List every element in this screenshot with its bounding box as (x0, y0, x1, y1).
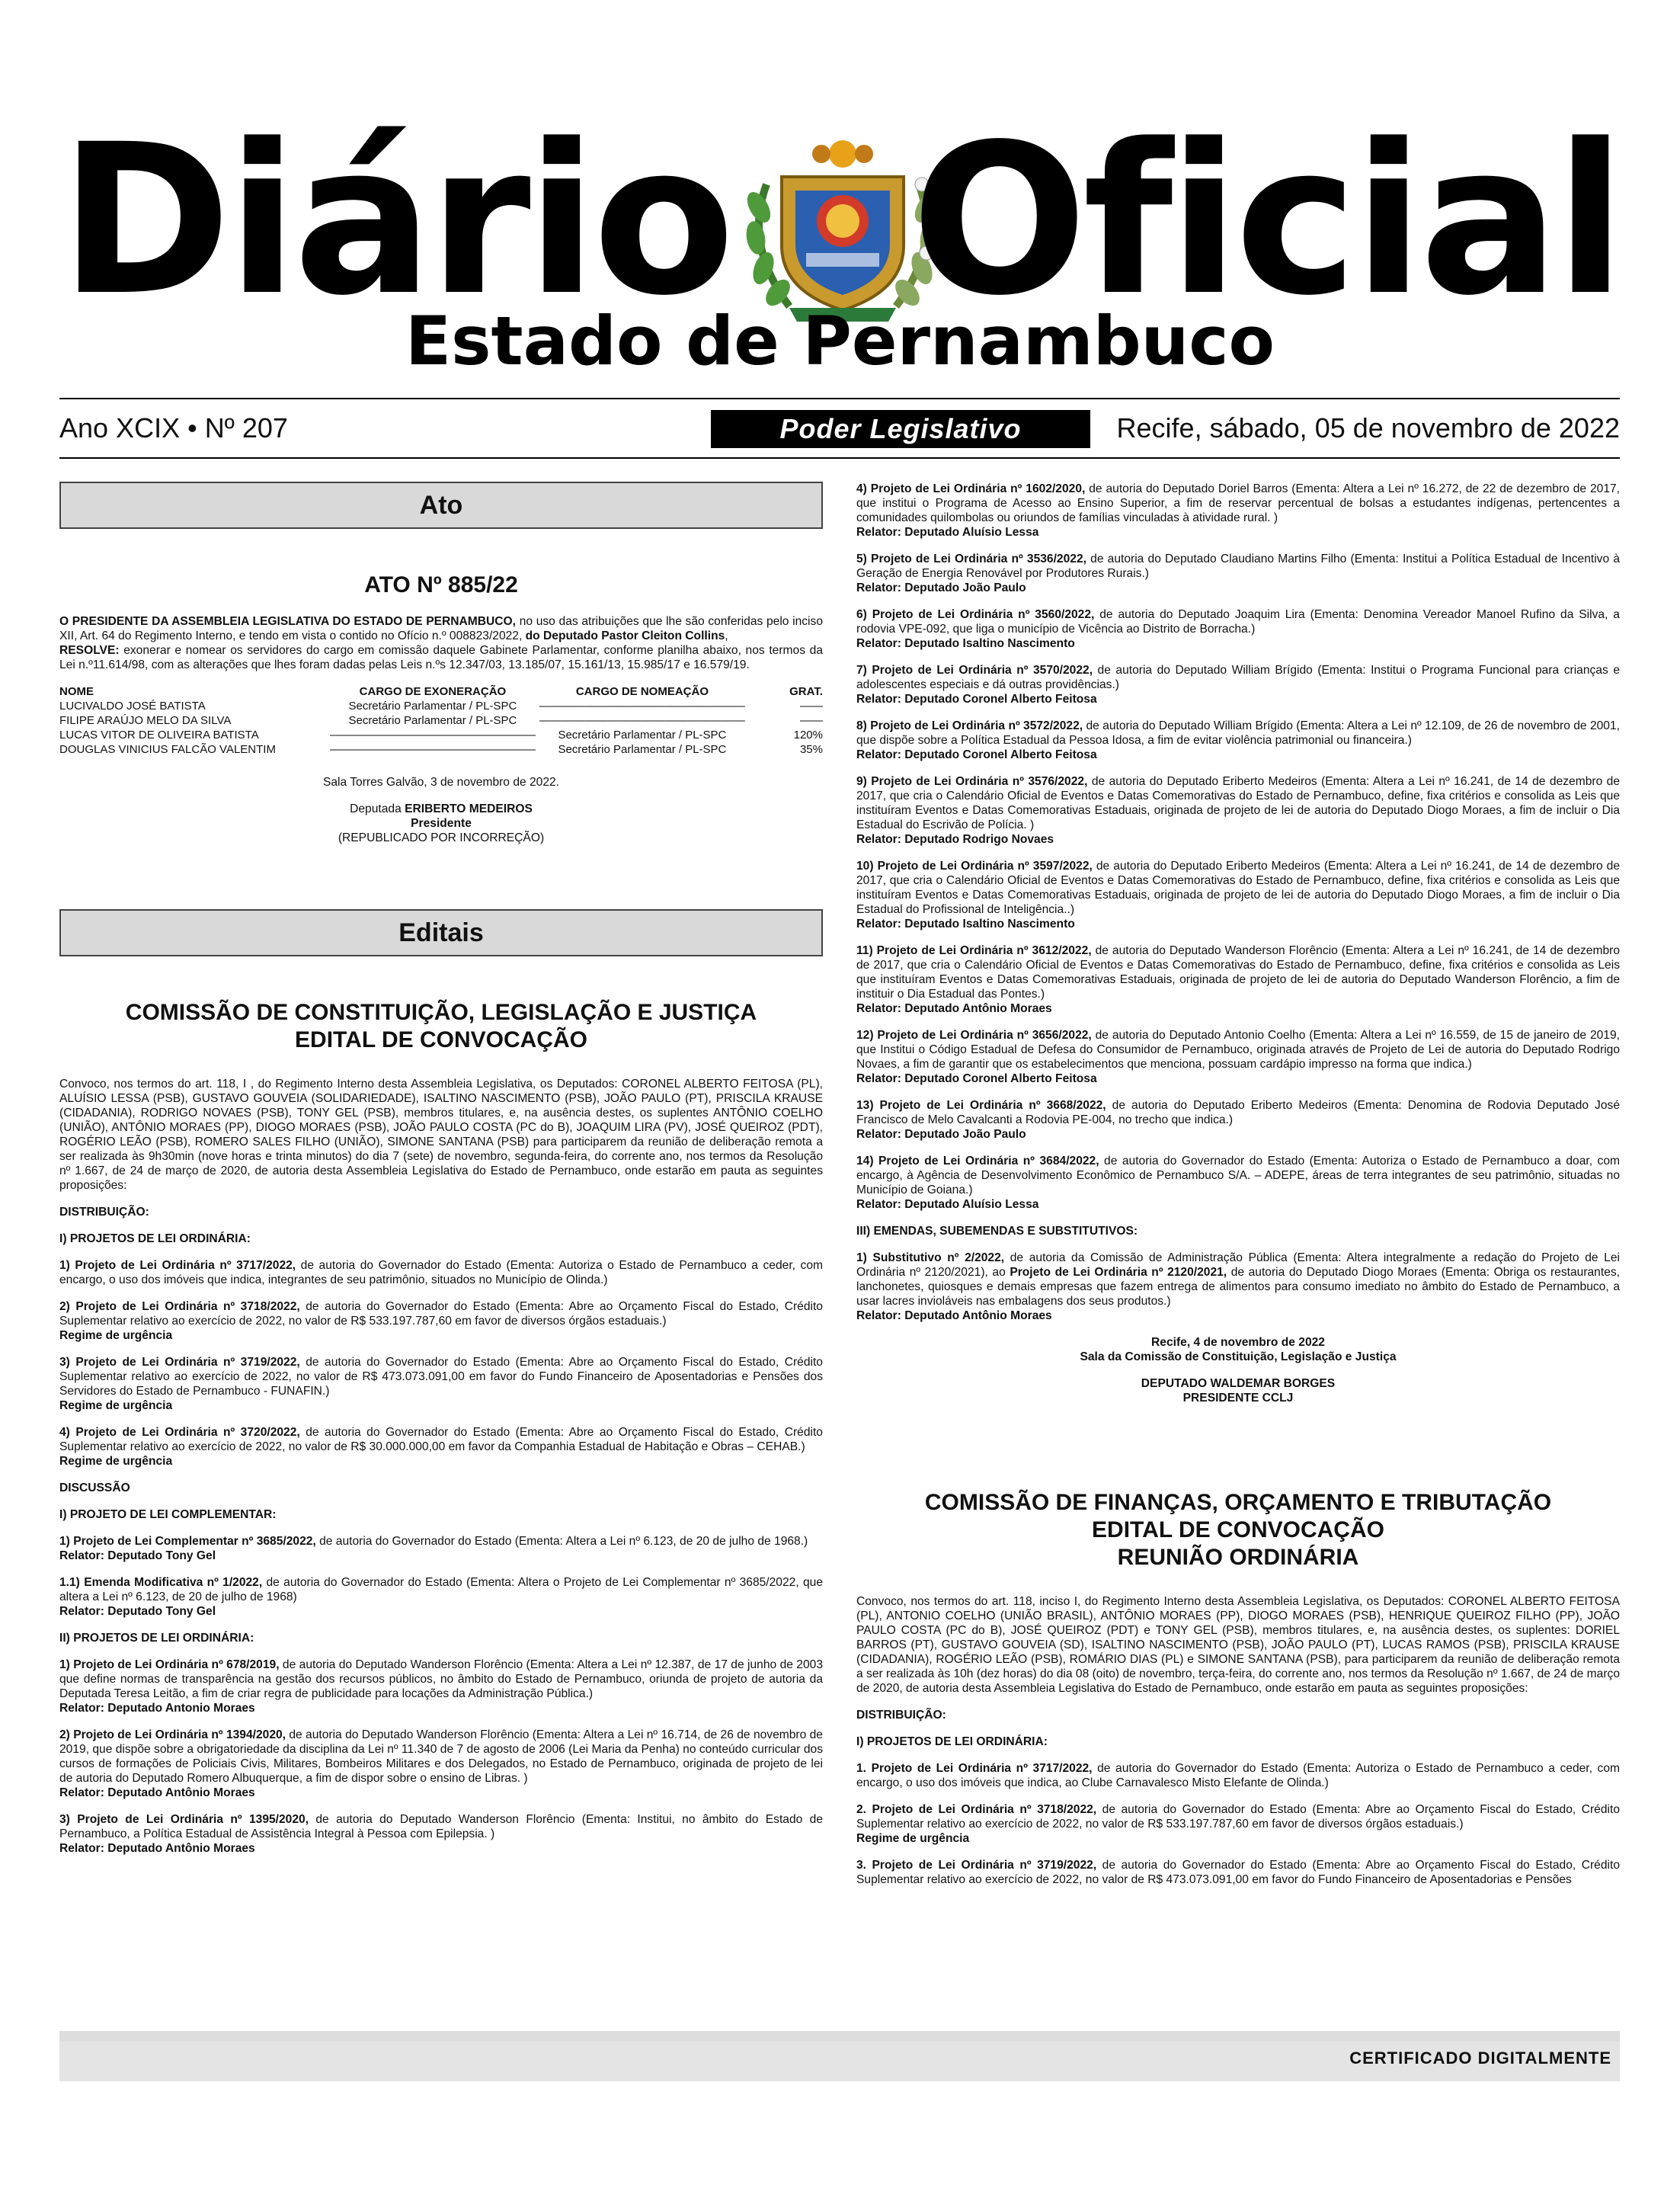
closing-place: Sala da Comissão de Constituição, Legislação e Justiça (1080, 1350, 1397, 1363)
cclj-convoco: Convoco, nos termos do art. 118, I , do Regimento Interno desta Assembleia Legislativa, os Deputados: CORONEL ALBERTO FEITOSA (PL), ALUÍSIO LESSA (PSB), GUSTAVO GOUVEIA (SOLIDARIEDADE), ISALTINO NASCIMENTO (PSB), JOÃO PAULO (PT), PRISCILA KRAUSE (CIDADANIA), RODRIGO NOVAES (PSB), TONY GEL (PSB), membros titulares, e, na ausência destes, os suplentes ANTÔNIO COELHO (UNIÃO), ANTÔNIO MORAES (PP), DIOGO MORAES (PSB), JOÃO PAULO COSTA (PC do B), JOAQUIM LIRA (PV), JOSÉ QUEIROZ (PDT), ROGÉRIO LEÃO (PSB), ROMERO SALES FILHO (UNIÃO), SIMONE SANTANA (PSB) para participarem da reunião de deliberação remota a ser realizada às 9h30min (nove horas e trinta minutos) do dia 7 (sete) de novembro, segunda-feira, do corrente ano, nos termos da Resolução nº 1.667, de 24 de março de 2020, de autoria desta Assembleia Legislativa do Estado de Pernambuco, onde estarão em pauta as seguintes proposições: (59, 1078, 823, 1192)
left-column (59, 482, 823, 1856)
cclj-pl-heading: I) PROJETOS DE LEI ORDINÁRIA: (59, 1232, 251, 1245)
table-row: FILIPE ARAÚJO MELO DA SILVA Secretário Parlamentar / PL-SPC —————————————————— —— (59, 714, 823, 727)
cfot-convoco: Convoco, nos termos do art. 118, inciso I, do Regimento Interno desta Assembleia Legislativa, os Deputados: CORONEL ALBERTO FEITOSA (PL), ANTONIO COELHO (UNIÃO BRASIL), ANTÔNIO MORAES (PP), DIOGO MORAES (PSB), HENRIQUE QUEIROZ FILHO (PP), JOÃO PAULO COSTA (PC do B), JOSÉ QUEIROZ (PDT) e TONY GEL (PSB), membros titulares, e, na ausência destes, os suplentes: DORIEL BARROS (PT), GUSTAVO GOUVEIA (SD), ISALTINO NASCIMENTO (PSB), JOÃO PAULO (PT), LUCAS RAMOS (PSB), PRISCILA KRAUSE (CIDADANIA), ROGÉRIO LEÃO (PSB), ROMÁRIO DIAS (PL) e SIMONE SANTANA (PSB), para participarem da reunião de deliberação remota a ser realizada às 10h (dez horas) do dia 08 (oito) de novembro, terça-feira, do corrente ano, nos termos da Resolução nº 1.667, de 24 de março de 2020, de autoria desta Assembleia Legislativa do Estado de Pernambuco, onde estarão em pauta as seguintes proposições: (856, 1595, 1620, 1695)
list-item: 10) Projeto de Lei Ordinária nº 3597/2022, de autoria do Deputado Eriberto Medeiros (Ementa: Altera a Lei nº 16.241, de 14 de dezembro de 2017, que cria o Calendário Oficial de Eventos e Datas Comemorativas do Estado de Pernambuco, define, fixa critérios e consolida as Leis que instituíram Eventos e Datas Comemorativas Estaduais, originada de projeto de lei de autoria do Deputado Diogo Moraes, a fim de incluir o Dia Estadual do Profissional de Inteligência..) Relator: Deputado Isaltino Nascimento (856, 860, 1620, 931)
list-item: 1) Projeto de Lei Ordinária nº 3717/2022, de autoria do Governador do Estado (Ementa: Autoriza o Estado de Pernambuco a ceder, com encargo, o uso dos imóveis que indica, integrantes de seu patrimônio, situados no Município de Olinda.) (59, 1259, 823, 1286)
list-item: 1) Projeto de Lei Ordinária nº 678/2019, de autoria do Deputado Wanderson Florêncio (Ementa: Altera a Lei nº 12.387, de 17 de junho de 2003 que define normas de transparência na gestão dos recursos públicos, no âmbito do Estado de Pernambuco, oriunda de projeto de autoria da Deputada Teresa Leitão, a fim de criar regra de publicidade para locações da Administração Pública.) Relator: Deputado Antonio Moraes (59, 1658, 823, 1715)
list-item: 1. Projeto de Lei Ordinária nº 3717/2022, de autoria do Governador do Estado (Ementa: Autoriza o Estado de Pernambuco a ceder, com encargo, o uso dos imóveis que indica, ao Clube Carnavalesco Misto Elefante de Olinda.) (856, 1762, 1620, 1789)
list-item: 2) Projeto de Lei Ordinária nº 1394/2020, de autoria do Deputado Wanderson Florêncio (Ementa: Altera a Lei nº 16.714, de 26 de novembro de 2019, que dispõe sobre a obrigatoriedade da disciplina da Lei nº 11.340 de 7 de agosto de 2006 (Lei Maria da Penha) no conteúdo curricular dos cursos de formações de Policiais Civis, Militares, Bombeiros Militares e dos Delegados, no Estado de Pernambuco, originada de projeto de lei de autoria do Deputado Romero Albuquerque, a fim de dispor sobre o ensino de Libras. ) Relator: Deputado Antônio Moraes (59, 1728, 823, 1799)
cfot-pl-heading: I) PROJETOS DE LEI ORDINÁRIA: (856, 1735, 1048, 1748)
cclj-plc-heading: I) PROJETO DE LEI COMPLEMENTAR: (59, 1508, 277, 1521)
bottom-divider (59, 457, 1620, 459)
list-item: 14) Projeto de Lei Ordinária nº 3684/2022, de autoria do Governador do Estado (Ementa: Autoriza o Estado de Pernambuco a doar, com encargo, à Agência de Desenvolvimento Econômico de Pernambuco S/A. – ADEPE, áreas de terra integrantes de seu patrimônio, situadas no Município de Goiana.) Relator: Deputado Aluísio Lessa (856, 1155, 1620, 1211)
list-item: 7) Projeto de Lei Ordinária nº 3570/2022, de autoria do Deputado William Brígido (Ementa: Institui o Programa Funcional para crianças e adolescentes especiais e dá outras providências.) Relator: Deputado Coronel Alberto Feitosa (856, 664, 1620, 706)
section-header-editais: Editais (59, 909, 823, 956)
cclj-distribuicao: DISTRIBUIÇÃO: (59, 1206, 149, 1219)
issue-date: Recife, sábado, 05 de novembro de 2022 (1116, 412, 1620, 444)
list-item: 4) Projeto de Lei Ordinária nº 1602/2020, de autoria do Deputado Doriel Barros (Ementa: Altera a Lei nº 16.272, de 22 de dezembro de 2017, que institui o Programa de Acesso ao Ensino Superior, a fim de reservar percentual de bolsas a estudantes indígenas, pertencentes a comunidades quilombolas ou oriundos de famílias vinculadas à atividade rural. ) Relator: Deputado Aluísio Lessa (856, 482, 1620, 539)
masthead-title-right: Oficial (910, 101, 1621, 341)
closing-role: PRESIDENTE CCLJ (1182, 1392, 1294, 1405)
cfot-subtitle: EDITAL DE CONVOCAÇÃO (1092, 1517, 1384, 1542)
list-item: 3) Projeto de Lei Ordinária nº 1395/2020, de autoria do Deputado Wanderson Florêncio (Ementa: Institui, no âmbito do Estado de Pernambuco, a Política Estadual de Assistência Integral à Pessoa com Epilepsia. ) Relator: Deputado Antônio Moraes (59, 1813, 823, 1855)
ato-note: (REPUBLICADO POR INCORREÇÃO) (338, 831, 545, 844)
list-item: 4) Projeto de Lei Ordinária nº 3720/2022, de autoria do Governador do Estado (Ementa: Abre ao Orçamento Fiscal do Estado, Crédito Suplementar relativo ao exercício de 2022, no valor de R$ 30.000.000,00 em favor da Companhia Estadual de Habitação e Obras – CEHAB.) Regime de urgência (59, 1426, 823, 1468)
cclj-plo-heading: II) PROJETOS DE LEI ORDINÁRIA: (59, 1632, 254, 1645)
list-item: 3) Projeto de Lei Ordinária nº 3719/2022, de autoria do Governador do Estado (Ementa: Abre ao Orçamento Fiscal do Estado, Crédito Suplementar relativo ao exercício de 2022, no valor de R$ 473.073.091,00 em favor do Fundo Financeiro de Aposentadorias e Pensões dos Servidores do Estado de Pernambuco - FUNAFIN.) Regime de urgência (59, 1356, 823, 1412)
list-item: 13) Projeto de Lei Ordinária nº 3668/2022, de autoria do Deputado Eriberto Medeiros (Ementa: Denomina de Rodovia Deputado José Francisco de Melo Cavalcanti a Rodovia PE-004, no trecho que indica.) Relator: Deputado João Paulo (856, 1099, 1620, 1141)
table-header: CARGO DE NOMEAÇÃO (575, 685, 709, 698)
cclj-subtitle: EDITAL DE CONVOCAÇÃO (295, 1027, 587, 1052)
list-item: 2) Projeto de Lei Ordinária nº 3718/2022, de autoria do Governador do Estado (Ementa: Abre ao Orçamento Fiscal do Estado, Crédito Suplementar relativo ao exercício de 2022, no valor de R$ 533.197.787,60 em favor de diversos órgãos estaduais.) Regime de urgência (59, 1300, 823, 1342)
table-row: LUCIVALDO JOSÉ BATISTA Secretário Parlamentar / PL-SPC —————————————————— —— (59, 700, 823, 713)
issue-number: Ano XCIX • Nº 207 (59, 412, 288, 444)
masthead-subtitle: Estado de Pernambuco (405, 302, 1275, 380)
cclj-title: COMISSÃO DE CONSTITUIÇÃO, LEGISLAÇÃO E JUSTIÇA (125, 1000, 757, 1025)
ato-intro: O PRESIDENTE DA ASSEMBLEIA LEGISLATIVA DO ESTADO DE PERNAMBUCO, no uso das atribuições que lhe são conferidas pelo inciso XII, Art. 64 do Regimento Interno, e tendo em vista o contido no Ofício n.º 008823/2022, do Deputado Pastor Cleiton Collins, (59, 615, 823, 642)
list-item: 2. Projeto de Lei Ordinária nº 3718/2022, de autoria do Governador do Estado (Ementa: Abre ao Orçamento Fiscal do Estado, Crédito Suplementar relativo ao exercício de 2022, no valor de R$ 533.197.787,60 em favor de diversos órgãos estaduais.) Regime de urgência (856, 1803, 1620, 1845)
list-item: 1) Substitutivo nº 2/2022, de autoria da Comissão de Administração Pública (Ementa: Altera integralmente a redação do Projeto de Lei Ordinária nº 2120/2021), ao Projeto de Lei Ordinária nº 2120/2021, de autoria do Deputado Diogo Moraes (Ementa: Obriga os restaurantes, lanchonetes, quiosques e demais empresas que fazem entrega de alimentos para consumo imediato no âmbito do Estado de Pernambuco, a usar lacres invioláveis nas embalagens dos seus produtos.) Relator: Deputado Antônio Moraes (856, 1251, 1620, 1322)
right-column (856, 482, 1620, 1887)
cclj-discussao: DISCUSSÃO (59, 1481, 130, 1494)
list-item: 11) Projeto de Lei Ordinária nº 3612/2022, de autoria do Deputado Wanderson Florêncio (Ementa: Altera a Lei nº 16.241, de 14 de dezembro de 2017, que cria o Calendário Oficial de Eventos e Datas Comemorativas do Estado de Pernambuco, define, fixa critérios e consolida as Leis que instituíram Eventos e Datas Comemorativas Estaduais, originada de projeto de lei de autoria do Deputado Wanderson Florêncio, a fim de instituir o Dia Estadual das Pontes.) Relator: Deputado Antônio Moraes (856, 944, 1620, 1015)
ato-title: ATO Nº 885/22 (364, 572, 518, 597)
list-item: 5) Projeto de Lei Ordinária nº 3536/2022, de autoria do Deputado Claudiano Martins Filho (Ementa: Institui a Política Estadual de Incentivo à Geração de Energia Renovável por Produtores Rurais.) Relator: Deputado João Paulo (856, 553, 1621, 594)
list-item: 6) Projeto de Lei Ordinária nº 3560/2022, de autoria do Deputado Joaquim Lira (Ementa: Denomina Vereador Manoel Rufino da Silva, a rodovia VPE-092, que liga o município de Vicência ao Distrito de Borracha.) Relator: Deputado Isaltino Nascimento (856, 608, 1620, 650)
ato-place-date: Sala Torres Galvão, 3 de novembro de 2022. (322, 776, 560, 789)
cfot-distribuicao: DISTRIBUIÇÃO: (856, 1709, 946, 1722)
ato-resolve: RESOLVE: exonerar e nomear os servidores do cargo em comissão daquele Gabinete Parlamentar, conforme planilha abaixo, nos termos da Lei n.º11.614/98, com as alterações que lhes foram dadas pelas Leis n.ºs 12.347/03, 13.185/07, 15.161/13, 15.985/17 e 16.579/19. (59, 644, 823, 671)
top-divider (59, 398, 1620, 399)
list-item: 1) Projeto de Lei Complementar nº 3685/2022, de autoria do Governador do Estado (Ementa: Altera a Lei nº 6.123, de 20 de julho de 1968.) Relator: Deputado Tony Gel (59, 1535, 808, 1562)
closing-date: Recife, 4 de novembro de 2022 (1151, 1336, 1325, 1349)
list-item: 1.1) Emenda Modificativa nº 1/2022, de autoria do Governador do Estado (Ementa: Altera o Projeto de Lei Complementar nº 3685/2022, que altera a Lei nº 6.123, de 20 de julho de 1968) Relator: Deputado Tony Gel (59, 1576, 823, 1618)
masthead-title-left: Diário (59, 101, 731, 341)
ato-signer-role: Presidente (411, 817, 472, 830)
ato-table (59, 684, 823, 757)
list-item: 3. Projeto de Lei Ordinária nº 3719/2022, de autoria do Governador do Estado (Ementa: Abre ao Orçamento Fiscal do Estado, Crédito Suplementar relativo ao exercício de 2022, no valor de R$ 473.073.091,00 em favor do Fundo Financeiro de Aposentadorias e Pensões (856, 1859, 1620, 1886)
table-row: DOUGLAS VINICIUS FALCÃO VALENTIM —————————————————— Secretário Parlamentar / PL-SPC 35% (59, 743, 823, 756)
closing-signer: DEPUTADO WALDEMAR BORGES (1141, 1377, 1336, 1390)
section-header-ato: Ato (59, 482, 823, 529)
table-header: CARGO DE EXONERAÇÃO (359, 685, 507, 698)
cfot-subtitle-2: REUNIÃO ORDINÁRIA (1117, 1545, 1359, 1570)
table-header: NOME (59, 685, 94, 698)
cfot-title: COMISSÃO DE FINANÇAS, ORÇAMENTO E TRIBUTAÇÃO (924, 1490, 1552, 1515)
certificate-label: CERTIFICADO DIGITALMENTE (1349, 2048, 1611, 2068)
table-header: GRAT. (789, 685, 823, 698)
table-row: LUCAS VITOR DE OLIVEIRA BATISTA —————————————————— Secretário Parlamentar / PL-SPC 120% (59, 729, 823, 742)
emendas-heading: III) EMENDAS, SUBEMENDAS E SUBSTITUTIVOS: (856, 1225, 1138, 1238)
ato-signer: Deputada ERIBERTO MEDEIROS (350, 802, 533, 815)
footer-band (59, 2031, 1620, 2042)
list-item: 12) Projeto de Lei Ordinária nº 3656/2022, de autoria do Deputado Antonio Coelho (Ementa: Altera a Lei nº 16.559, de 15 de janeiro de 2019, que Institui o Código Estadual de Defesa do Consumidor de Pernambuco, originada através de Projeto de Lei de autoria do Deputado Rodrigo Novaes, a fim de garantir que os estabelecimentos que menciona, possuam cardápio impresso na forma que indica.) Relator: Deputado Coronel Alberto Feitosa (856, 1029, 1620, 1085)
list-item: 8) Projeto de Lei Ordinária nº 3572/2022, de autoria do Deputado William Brígido (Ementa: Altera a Lei nº 12.109, de 26 de novembro de 2001, que dispõe sobre a Política Estadual da Pessoa Idosa, a fim de evitar violência patrimonial ou financeira.) Relator: Deputado Coronel Alberto Feitosa (856, 719, 1620, 761)
issue-bar (59, 408, 1620, 454)
section-label: Poder Legislativo (711, 410, 1090, 448)
list-item: 9) Projeto de Lei Ordinária nº 3576/2022, de autoria do Deputado Eriberto Medeiros (Ementa: Altera a Lei nº 16.241, de 14 de dezembro de 2017, que cria o Calendário Oficial de Eventos e Datas Comemorativas do Estado de Pernambuco, define, fixa critérios e consolida as Leis que instituíram Eventos e Datas Comemorativas Estaduais, originada de projeto de lei de autoria do Deputado Diogo Moraes, a fim de incluir o Dia Estadual do Escrivão de Polícia. ) Relator: Deputado Rodrigo Novaes (856, 775, 1621, 846)
